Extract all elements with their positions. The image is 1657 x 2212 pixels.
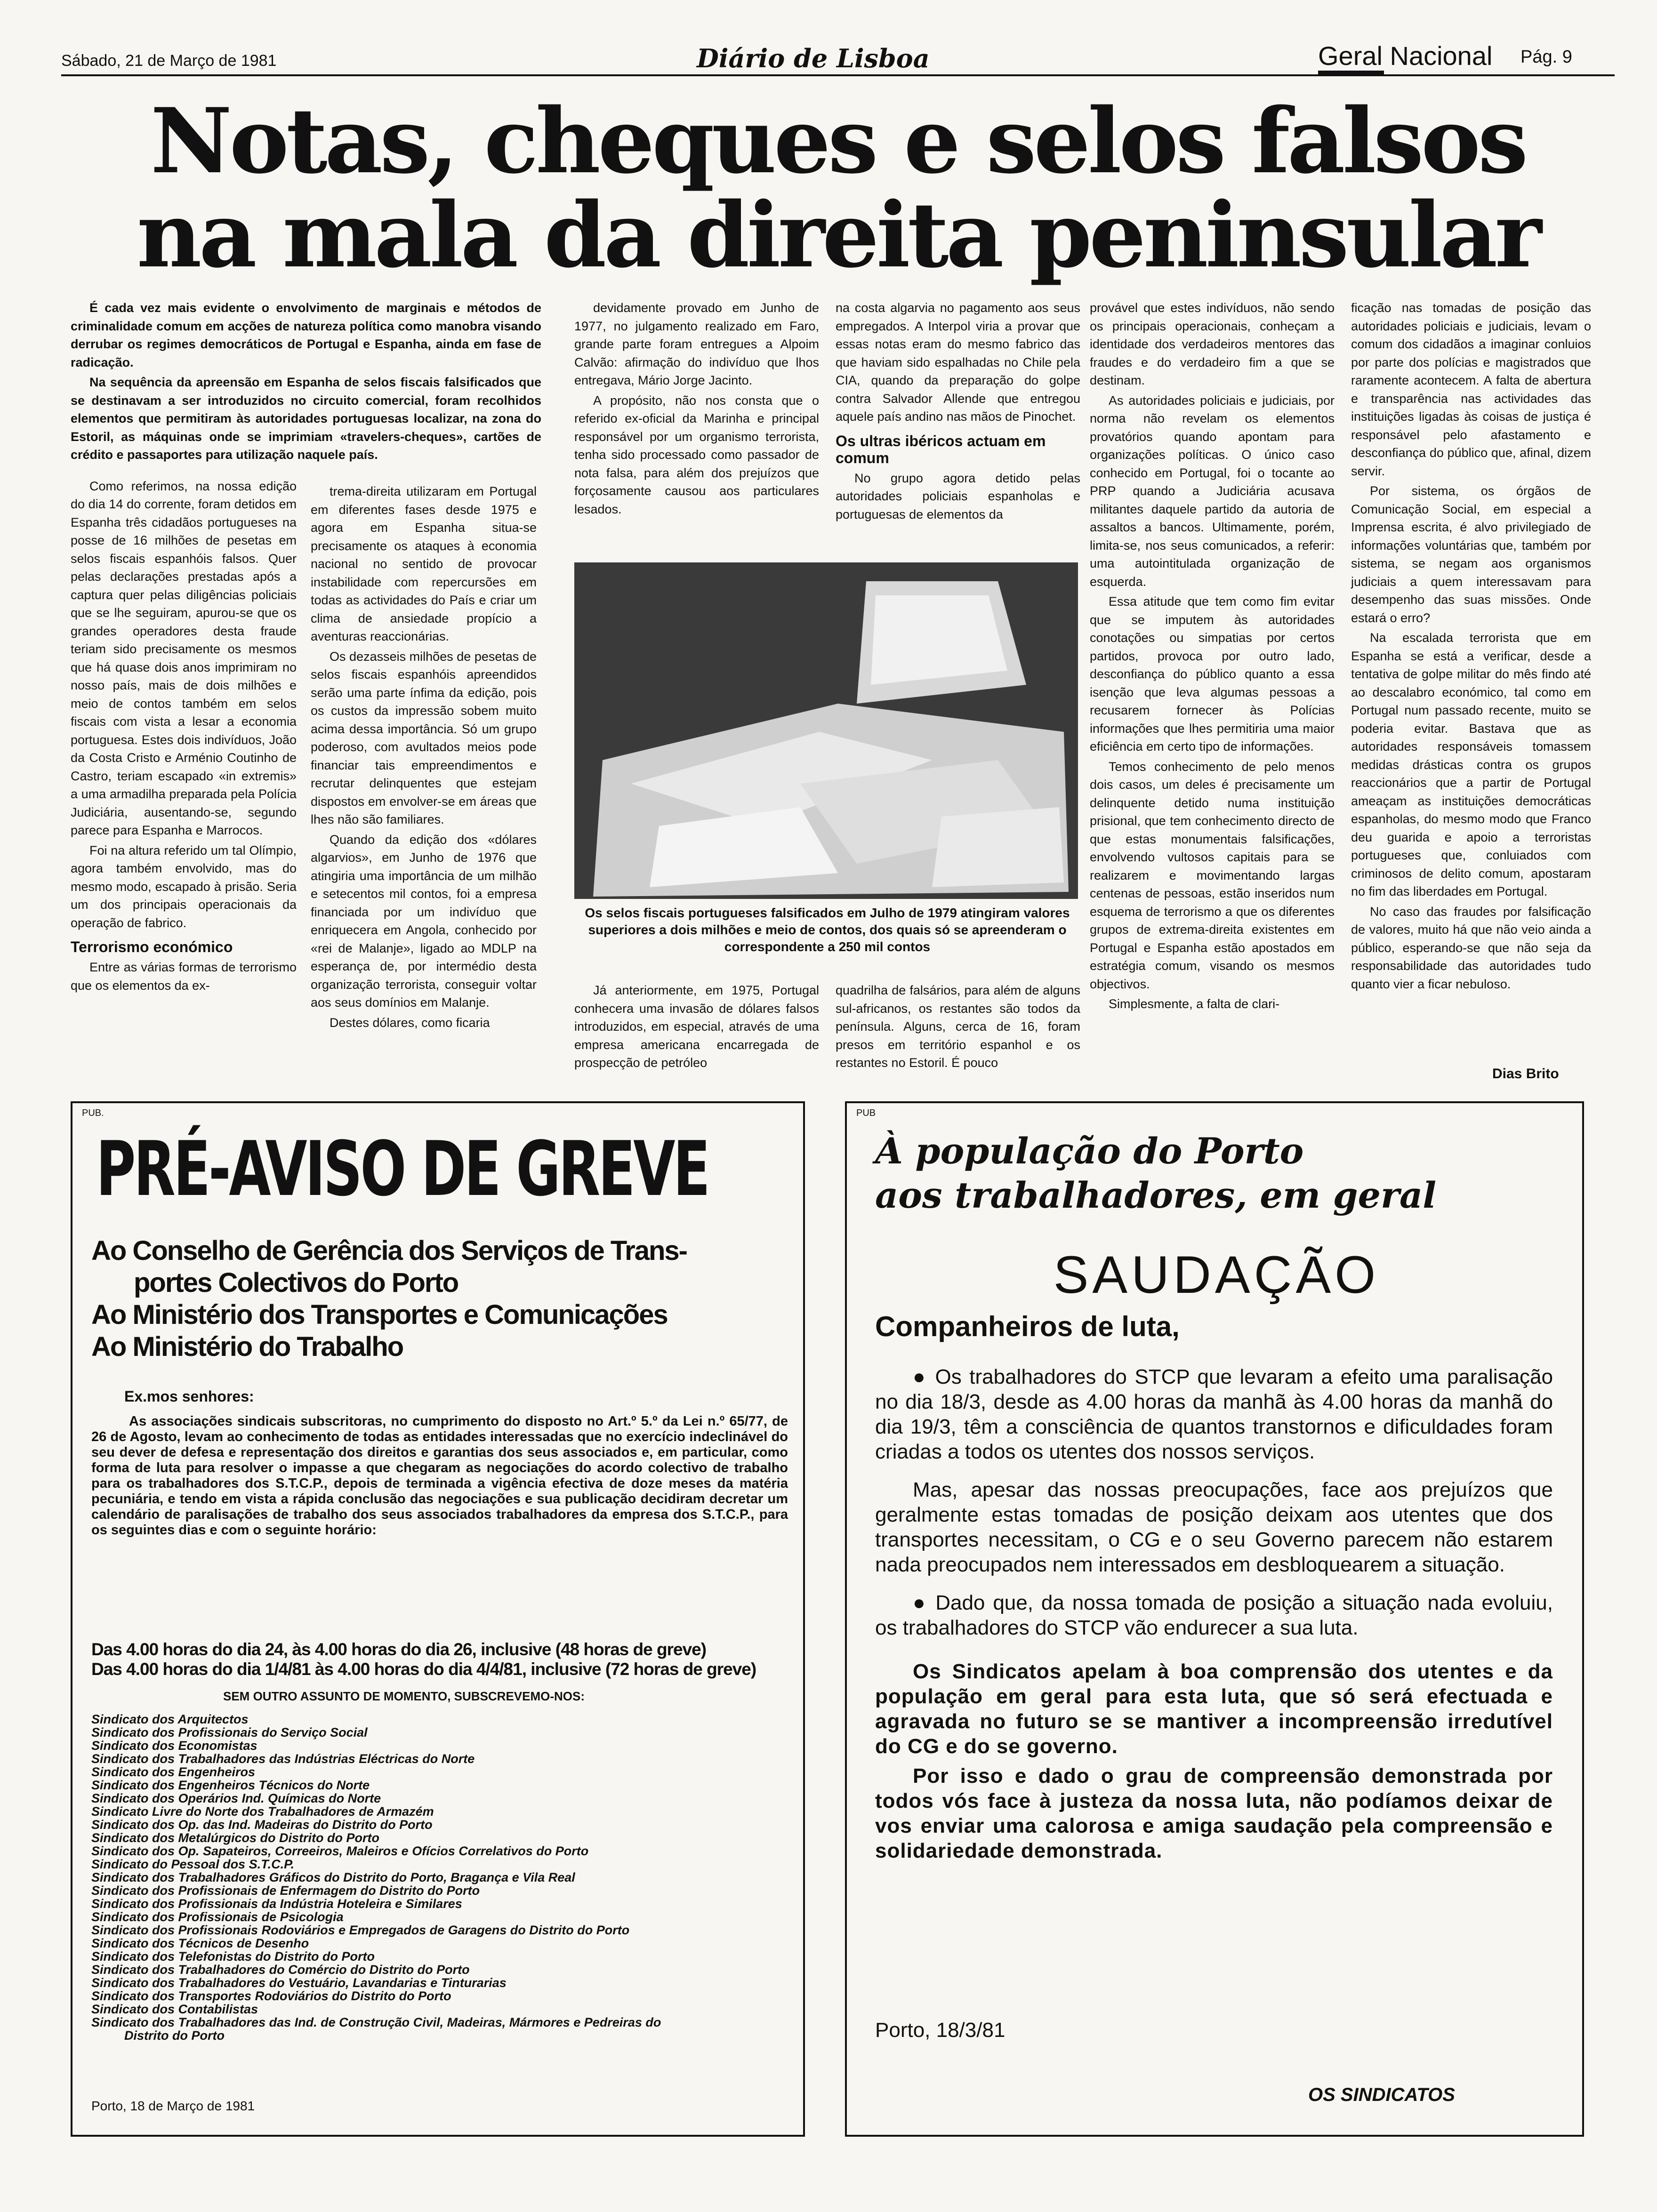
bullet-icon: ● xyxy=(913,1591,936,1614)
masthead: Diário de Lisboa xyxy=(697,43,930,73)
paragraph: na costa algarvia no pagamento aos seus empregados. A Interpol viria a provar que essas notas eram do mesmo fabrico das que haviam sido espalhadas no Chile pela CIA, quando da preparação do golpe contra Salvador Allende que entregou aquele país andino nas mãos de Pinochet. xyxy=(836,301,1080,424)
article-column-4-bottom xyxy=(836,981,1080,1074)
paragraph: Temos conhecimento de pelo menos dois casos, um deles é precisamente um delinquente detido numa instituição prisional, que tem conhecimento directo de que estas monumentais falsificações, envolvendo vultosos capitais para se realizarem e movimentando largas centenas de pessoas, estão inseridos num esquema de terrorismo a que os diferentes grupos de extrema-direita existentes em Portugal e Espanha estão apostados em estratégia comum, visando os mesmos objectivos. xyxy=(1090,759,1335,991)
paragraph: trema-direita utilizaram em Portugal em diferentes fases desde 1975 e agora em Espanha situa-se precisamente os ataques à economia nacional no sentido de provocar instabilidade com repercursões em todas as actividades do País e criar um clima de ansiedade propício a aventuras reaccionárias. xyxy=(311,484,537,643)
paragraph: provável que estes indivíduos, não sendo os principais operacionais, conheçam a identidade dos verdadeiros mentores das fraudes e do verdadeiro fim a que se destinam. xyxy=(1090,301,1335,387)
headline-line-2: na mala da direita peninsular xyxy=(137,183,1539,288)
article-column-5 xyxy=(1090,299,1335,1015)
paragraph: A propósito, não nos consta que o referido ex-oficial da Marinha e principal responsável por um organismo terrorista, tenha sido processado como passador de nota falsa, para além dos prejuízos que forçosamente causou aos particulares lesados. xyxy=(574,393,819,516)
paragraph: quadrilha de falsários, para além de alguns sul-africanos, os restantes são todos da península. Alguns, cerca de 16, foram presos em território espanhol e os restantes no Estoril. É pouco xyxy=(836,983,1080,1070)
paragraph: Como referimos, na nossa edição do dia 14 do corrente, foram detidos em Espanha três cidadãos portugueses na posse de 16 milhões de pesetas em selos fiscais espanhóis falsos. Quer pelas declarações prestadas após a captura quer pelas diligências policiais que se lhe seguiram, apurou-se que os grandes operadores desta fraude teriam sido precisamente os mesmos que há quase dois anos imprimiram no nosso país, mais de dois milhões e meio de contos também em selos fiscais com vista a lesar a economia portuguesa. Estes dois indivíduos, João da Costa Cristo e Arménio Coutinho de Castro, teriam escapado «in extremis» a uma armadilha preparada pela Polícia Judiciária, ausentando-se, segundo parece para Espanha e Marrocos. xyxy=(71,479,297,837)
recipient-2: Ao Ministério dos Transportes e Comunicações xyxy=(91,1299,668,1330)
union-list-item: Distrito do Porto xyxy=(124,2028,225,2043)
union-list-item: Sindicato dos Metalúrgicos do Distrito do Porto xyxy=(91,1831,380,1845)
paragraph: É cada vez mais evidente o envolvimento de marginais e métodos de criminalidade comum em acções de natureza política como manobra visando derrubar os regimes democráticos de Portugal e Espanha, ainda em fase de radicação. xyxy=(71,301,541,369)
ad-body: As associações sindicais subscritoras, no cumprimento do disposto no Art.º 5.º da Lei n.º 65/77, de 26 de Agosto, levam ao conhecimento de todas as entidades interessadas que no exercício indeclinável do seu dever de defesa e representação dos direitos e garantias dos seus associados e, em particular, como forma de luta para resolver o impasse a que chegaram as negociações do acordo colectivo de trabalho para os trabalhadores dos S.T.C.P., depois de terminada a vigência efectiva de doze meses da matéria pecuniária, e tendo em vista a rápida conclusão das negociações e sua publicação decidiram decretar um calendário de paralisações de trabalho dos seus associados trabalhadores da empresa dos S.T.C.P., para os seguintes dias e com o seguinte horário: xyxy=(91,1414,788,1538)
union-list-item: Sindicato dos Contabilistas xyxy=(91,2002,258,2016)
photo-placeholder-graphic xyxy=(574,562,1078,899)
union-list-item: Sindicato Livre do Norte dos Trabalhadores de Armazém xyxy=(91,1804,434,1819)
union-list-item: Sindicato dos Profissionais da Indústria Hoteleira e Similares xyxy=(91,1897,462,1911)
page-number: Pág. 9 xyxy=(1520,47,1572,67)
section-underline xyxy=(1318,71,1384,75)
union-list-item: Sindicato dos Engenheiros Técnicos do Norte xyxy=(91,1778,370,1792)
recipient-1: Ao Conselho de Gerência dos Serviços de Trans- xyxy=(91,1235,687,1266)
paragraph: ficação nas tomadas de posição das autoridades policiais e judiciais, levam o comum dos cidadãos a imaginar conluios por parte dos polícias e magistrados que raramente acontecem. A falta de abertura e transparência nas actividades das instituições ligadas às coisas de justiça é responsável pelo afastamento e desconfiança do público que, afinal, dizem servir. xyxy=(1351,301,1591,478)
union-list-item: Sindicato dos Transportes Rodoviários do Distrito do Porto xyxy=(91,1989,451,2003)
union-list-item: Sindicato dos Profissionais de Enfermagem do Distrito do Porto xyxy=(91,1883,480,1898)
subheading: Os ultras ibéricos actuam em comum xyxy=(836,432,1046,466)
header-date: Sábado, 21 de Março de 1981 xyxy=(61,52,277,70)
union-list-item: Sindicato dos Trabalhadores do Vestuário, Lavandarias e Tinturarias xyxy=(91,1976,507,1990)
article-headline xyxy=(61,88,1615,288)
ad-right-title xyxy=(875,1129,1436,1218)
article-author: Dias Brito xyxy=(1492,1066,1559,1082)
union-list-item: Sindicato dos Profissionais Rodoviários e Empregados de Garagens do Distrito do Porto xyxy=(91,1923,630,1937)
union-list-item: Sindicato dos Trabalhadores Gráficos do Distrito do Porto, Bragança e Vila Real xyxy=(91,1870,575,1884)
ad-right-signature: OS SINDICATOS xyxy=(1308,2084,1455,2105)
paragraph: Na sequência da apreensão em Espanha de selos fiscais falsificados que se destinavam a ser introduzidos no circuito comercial, foram recolhidos elementos que permitiram às autoridades portuguesas localizar, na zona do Estoril, as máquinas onde se imprimiam «travelers-cheques», cartões de crédito e passaportes para utilização naquele país. xyxy=(71,375,541,462)
ad-right-title-1: À população do Porto xyxy=(875,1130,1304,1172)
photo-caption: Os selos fiscais portugueses falsificados em Julho de 1979 atingiram valores superiores a dois milhões e meio de contos, dos quais só se apreenderam o correspondente a 250 mil contos xyxy=(585,906,1070,954)
article-column-3-bottom xyxy=(574,981,819,1074)
article-column-4-top xyxy=(836,299,1080,525)
ad-right-thanks: Por isso e dado o grau de compreensão demonstrada por todos vós face à justeza da nossa luta, não podíamos deixar de vos enviar uma calorosa e amiga saudação pela compreensão e solidariedade demonstrada. xyxy=(875,1764,1553,1862)
union-list-item: Sindicato dos Profissionais do Serviço Social xyxy=(91,1725,368,1739)
ad-strike-title: PRÉ-AVISO DE GREVE xyxy=(96,1125,708,1213)
bullet-icon: ● xyxy=(913,1365,935,1388)
ad-pub-label: PUB. xyxy=(82,1108,104,1118)
paragraph: Destes dólares, como ficaria xyxy=(330,1015,490,1030)
paragraph: Entre as várias formas de terrorismo que os elementos da ex- xyxy=(71,960,297,993)
recipient-1-cont: portes Colectivos do Porto xyxy=(134,1267,458,1298)
recipient-3: Ao Ministério do Trabalho xyxy=(91,1331,403,1362)
ad-recipients xyxy=(91,1235,797,1363)
ad-right-date: Porto, 18/3/81 xyxy=(875,2019,1005,2042)
union-list-item: Sindicato dos Trabalhadores das Indústrias Eléctricas do Norte xyxy=(91,1752,475,1766)
ad-schedule xyxy=(91,1640,793,1679)
ad-right-body xyxy=(875,1364,1553,1863)
union-list-item: Sindicato dos Profissionais de Psicologia xyxy=(91,1910,344,1924)
union-list xyxy=(91,1713,797,2042)
headline-line-1: Notas, cheques e selos falsos xyxy=(150,88,1526,193)
paragraph: Por sistema, os órgãos de Comunicação Social, em especial a Imprensa escrita, é alvo privilegiado de informações voluntárias que, também por sistema, se negam aos organismos judiciais a quem interessavam para desempenho das suas missões. Onde estará o erro? xyxy=(1351,484,1591,625)
paragraph: No caso das fraudes por falsificação de valores, muito há que não veio ainda a público, esperando-se que não seja da responsabilidade das autoridades tudo quanto vier a ficar nebuloso. xyxy=(1351,904,1591,991)
ad-right-subtitle: Companheiros de luta, xyxy=(875,1311,1180,1342)
union-list-item: Sindicato do Pessoal dos S.T.C.P. xyxy=(91,1857,295,1871)
article-column-6 xyxy=(1351,299,1591,995)
union-list-item: Sindicato dos Trabalhadores do Comércio do Distrito do Porto xyxy=(91,1963,470,1977)
ad-closing: SEM OUTRO ASSUNTO DE MOMENTO, SUBSCREVEMO-NOS: xyxy=(223,1689,585,1703)
union-list-item: Sindicato dos Telefonistas do Distrito do Porto xyxy=(91,1949,375,1964)
union-list-item: Sindicato dos Engenheiros xyxy=(91,1765,256,1779)
article-column-2 xyxy=(311,482,537,1034)
article-column-3-top xyxy=(574,299,819,520)
paragraph: Foi na altura referido um tal Olímpio, agora também envolvido, mas do mesmo modo, escapado à prisão. Seria um dos principais operacionais da operação de fabrico. xyxy=(71,843,297,930)
union-list-item: Sindicato dos Arquitectos xyxy=(91,1712,249,1726)
photo-counterfeit-stamps xyxy=(574,562,1078,899)
union-list-item: Sindicato dos Op. das Ind. Madeiras do Distrito do Porto xyxy=(91,1818,433,1832)
ad-right-title-2: aos trabalhadores, em geral xyxy=(875,1174,1437,1216)
paragraph: Simplesmente, a falta de clari- xyxy=(1109,997,1280,1011)
ad-strike-notice xyxy=(71,1101,805,2137)
paragraph: Os dezasseis milhões de pesetas de selos fiscais espanhóis apreendidos serão uma parte ínfima da edição, pois os custos da impressão sobem muito acima dessa importância. Só um grupo poderoso, com avultados meios pode financiar tais empreendimentos e recrutar delinquentes que estejam dispostos em envolver-se em áreas que lhes não são familiares. xyxy=(311,649,537,826)
subheading: Terrorismo económico xyxy=(71,938,233,955)
schedule-1: Das 4.00 horas do dia 24, às 4.00 horas do dia 26, inclusive (48 horas de greve) xyxy=(91,1640,707,1659)
ad-right-appeal: Os Sindicatos apelam à boa comprensão dos utentes e da população em geral para esta luta, que só será efectuada e agravada no futuro se se mantiver a incompreensão irredutível do CG e do se governo. xyxy=(875,1660,1553,1758)
ad-left-date: Porto, 18 de Março de 1981 xyxy=(91,2099,255,2113)
ad-salutation: Ex.mos senhores: xyxy=(124,1388,254,1405)
paragraph: devidamente provado em Junho de 1977, no julgamento realizado em Faro, grande parte foram entregues a Alpoim Calvão: afirmação do indivíduo que lhos entregava, Mário Jorge Jacinto. xyxy=(574,301,819,387)
ad-right-greeting: SAUDAÇÃO xyxy=(1053,1245,1380,1304)
paragraph: Essa atitude que tem como fim evitar que se imputem às autoridades conotações ou simpatias por certos partidos, provoca por outro lado, desconfiança do público quanto a essa isenção que leva algumas pessoas a recusarem fornecer às Polícias informações que lhes permitiria uma maior eficiência em certo tipo de informações. xyxy=(1090,594,1335,753)
paragraph: No grupo agora detido pelas autoridades policiais espanholas e portuguesas de elementos da xyxy=(836,471,1080,521)
union-list-item: Sindicato dos Trabalhadores das Ind. de Construção Civil, Madeiras, Mármores e Pedreiras do xyxy=(91,2015,661,2029)
ad-right-bullet-1: Os trabalhadores do STCP que levaram a efeito uma paralisação no dia 18/3, desde as 4.00 horas da manhã às 4.00 horas da manhã do dia 19/3, têm a consciência de quantos transtornos e dificuldades foram criadas a todos os utentes dos nossos serviços. xyxy=(875,1365,1553,1463)
section-title: Geral Nacional xyxy=(1318,41,1493,71)
ad-right-paragraph-2: Mas, apesar das nossas preocupações, face aos prejuízos que geralmente estas tomadas de posição deixam aos utentes que dos transportes necessitam, o CG e o seu Governo parecem não estarem nada preocupados nem interessados em desbloquearem a situação. xyxy=(875,1478,1553,1576)
ad-right-pub-label: PUB xyxy=(856,1108,876,1118)
ad-right-bullet-2: Dado que, da nossa tomada de posição a situação nada evoluiu, os trabalhadores do STCP vão endurecer a sua luta. xyxy=(875,1591,1553,1639)
schedule-2: Das 4.00 horas do dia 1/4/81 às 4.00 horas do dia 4/4/81, inclusive (72 horas de greve) xyxy=(91,1659,756,1679)
union-list-item: Sindicato dos Operários Ind. Químicas do Norte xyxy=(91,1791,381,1805)
union-list-item: Sindicato dos Op. Sapateiros, Correeiros, Maleiros e Ofícios Correlativos do Porto xyxy=(91,1844,589,1858)
paragraph: Na escalada terrorista que em Espanha se está a verificar, desde a tentativa de golpe militar do mês findo até ao descalabro económico, tal como em Portugal num passado recente, muito se poderia evitar. Bastava que as autoridades responsáveis tomassem medidas drásticas contra os grupos reaccionários que a partir de Portugal ameaçam as instituições democráticas espanholas, do mesmo modo que Franco deu guarida e apoio a terroristas portugueses que, conluiados com criminosos de delito comum, apostaram no fim das liberdades em Portugal. xyxy=(1351,631,1591,898)
paragraph: Já anteriormente, em 1975, Portugal conhecera uma invasão de dólares falsos introduzidos, em especial, através de uma empresa americana encarregada de prospecção de petróleo xyxy=(574,983,819,1070)
ad-salutation-notice xyxy=(845,1101,1584,2137)
union-list-item: Sindicato dos Técnicos de Desenho xyxy=(91,1936,309,1950)
union-list-item: Sindicato dos Economistas xyxy=(91,1739,257,1753)
paragraph: Quando da edição dos «dólares algarvios», em Junho de 1976 que atingiria uma importância de um milhão e setecentos mil contos, foi a empresa financiada por um indivíduo que enriquecera em Angola, conhecido por «rei de Malanje», ligado ao MDLP na esperança de, por intermédio desta organização terrorista, conseguir voltar aos seus domínios em Malanje. xyxy=(311,832,537,1010)
paragraph: As autoridades policiais e judiciais, por norma não revelam os elementos provatórios quando apontam para organizações políticas. O único caso conhecido em Portugal, foi o tocante ao PRP quando a Judiciária acusava militantes daquele partido da autoria de assaltos a bancos. Ultimamente, porém, limita-se, nos seus comunicados, a referir: uma autointitulada organização de esquerda. xyxy=(1090,393,1335,589)
